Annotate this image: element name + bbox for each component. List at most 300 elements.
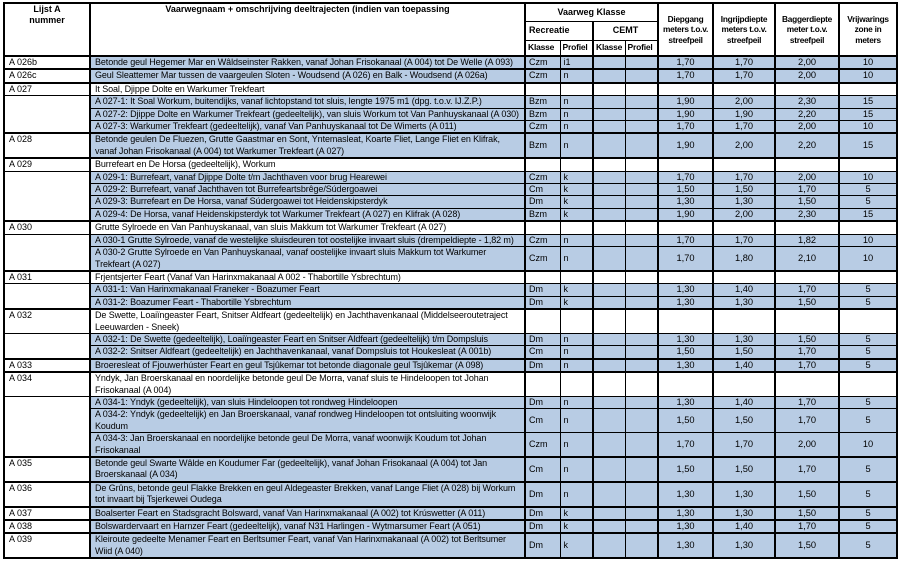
baggerdiepte-cell: 2,10 xyxy=(775,247,839,271)
recreatie-klasse-cell: Cm xyxy=(525,409,560,433)
table-row xyxy=(4,346,897,359)
recreatie-klasse-cell: Dm xyxy=(525,196,560,208)
ingrijpdiepte-cell: 1,40 xyxy=(713,520,775,533)
cemt-profiel-cell xyxy=(625,69,658,82)
vrijwaringszone-cell xyxy=(839,309,897,333)
vrijwaringszone-cell: 15 xyxy=(839,96,897,108)
list-number-cell: A 032 xyxy=(4,309,90,333)
table-row xyxy=(4,196,897,208)
waterway-name-cell: Betonde geul Swarte Wâlde en Koudumer Far (gedeeltelijk), vanaf Johan Frisokanaal (A 004) tot Jan Broerskanaal (A 034) xyxy=(90,457,525,482)
baggerdiepte-cell: 1,50 xyxy=(775,507,839,520)
waterway-name-cell: A 034-1: Yndyk (gedeeltelijk), van sluis Hindeloopen tot rondweg Hindeloopen xyxy=(90,396,525,408)
recreatie-klasse-cell: Dm xyxy=(525,284,560,296)
table-row xyxy=(4,396,897,408)
table-row xyxy=(4,108,897,120)
recreatie-profiel-cell: n xyxy=(560,396,593,408)
list-number-cell: A 026b xyxy=(4,56,90,69)
cemt-klasse-cell xyxy=(593,309,625,333)
diepgang-cell: 1,30 xyxy=(658,296,713,309)
diepgang-cell: 1,50 xyxy=(658,184,713,196)
recreatie-profiel-cell: n xyxy=(560,108,593,120)
diepgang-cell: 1,50 xyxy=(658,346,713,359)
recreatie-profiel-cell: k xyxy=(560,184,593,196)
col-header-lijst-a-nummer-label: Lijst A nummer xyxy=(29,4,65,26)
waterway-name-cell: De Swette, Loaiïngeaster Feart, Snitser Aldfeart (gedeeltelijk) en Jachthavenkanaal (Middelseeroutetraject Leeuwarden - Sneek) xyxy=(90,309,525,333)
diepgang-cell xyxy=(658,309,713,333)
cemt-klasse-cell xyxy=(593,158,625,171)
table-row xyxy=(4,158,897,171)
recreatie-klasse-cell xyxy=(525,158,560,171)
ingrijpdiepte-cell xyxy=(713,221,775,234)
diepgang-cell xyxy=(658,372,713,396)
cemt-klasse-cell xyxy=(593,482,625,507)
recreatie-profiel-cell: k xyxy=(560,533,593,558)
table-row xyxy=(4,284,897,296)
vrijwaringszone-cell: 5 xyxy=(839,409,897,433)
recreatie-klasse-cell xyxy=(525,83,560,96)
baggerdiepte-cell: 1,70 xyxy=(775,409,839,433)
recreatie-klasse-cell: Czm xyxy=(525,433,560,457)
ingrijpdiepte-cell: 1,70 xyxy=(713,121,775,134)
recreatie-klasse-cell: Czm xyxy=(525,69,560,82)
list-number-cell: A 034 xyxy=(4,372,90,396)
ingrijpdiepte-cell xyxy=(713,271,775,284)
ingrijpdiepte-cell: 1,30 xyxy=(713,482,775,507)
waterway-name-cell: Betonde geul Hegemer Mar en Wâldseinster Rakken, vanaf Johan Frisokanaal (A 004) tot De Welle (A 093) xyxy=(90,56,525,69)
col-header-vaarweg-klasse: Vaarweg Klasse xyxy=(525,3,658,21)
diepgang-cell: 1,30 xyxy=(658,284,713,296)
cemt-klasse-cell xyxy=(593,271,625,284)
baggerdiepte-cell: 2,20 xyxy=(775,133,839,158)
cemt-klasse-cell xyxy=(593,234,625,246)
recreatie-profiel-cell: k xyxy=(560,208,593,221)
recreatie-klasse-cell xyxy=(525,309,560,333)
table-row xyxy=(4,171,897,183)
ingrijpdiepte-cell: 1,30 xyxy=(713,333,775,345)
recreatie-klasse-cell: Czm xyxy=(525,121,560,134)
table-row xyxy=(4,184,897,196)
table-row xyxy=(4,457,897,482)
baggerdiepte-cell: 2,20 xyxy=(775,108,839,120)
list-number-cell: A 026c xyxy=(4,69,90,82)
recreatie-klasse-cell: Dm xyxy=(525,507,560,520)
recreatie-profiel-cell: n xyxy=(560,121,593,134)
list-number-cell: A 027 xyxy=(4,83,90,96)
vrijwaringszone-cell: 10 xyxy=(839,121,897,134)
baggerdiepte-cell: 2,00 xyxy=(775,121,839,134)
recreatie-profiel-cell xyxy=(560,271,593,284)
recreatie-profiel-cell: i1 xyxy=(560,56,593,69)
col-header-lijst-a-nummer xyxy=(4,3,90,56)
recreatie-profiel-cell: n xyxy=(560,133,593,158)
ingrijpdiepte-cell: 1,70 xyxy=(713,56,775,69)
vrijwaringszone-cell: 5 xyxy=(839,457,897,482)
recreatie-klasse-cell: Dm xyxy=(525,533,560,558)
recreatie-klasse-cell: Dm xyxy=(525,396,560,408)
recreatie-klasse-cell: Czm xyxy=(525,234,560,246)
cemt-profiel-cell xyxy=(625,433,658,457)
cemt-profiel-cell xyxy=(625,533,658,558)
cemt-profiel-cell xyxy=(625,171,658,183)
baggerdiepte-cell: 2,30 xyxy=(775,96,839,108)
diepgang-cell xyxy=(658,271,713,284)
ingrijpdiepte-cell xyxy=(713,83,775,96)
table-row xyxy=(4,121,897,134)
recreatie-profiel-cell: n xyxy=(560,433,593,457)
list-number-cell: A 033 xyxy=(4,359,90,372)
cemt-profiel-cell xyxy=(625,507,658,520)
col-header-cemt-klasse: Klasse xyxy=(593,40,625,56)
cemt-profiel-cell xyxy=(625,396,658,408)
cemt-profiel-cell xyxy=(625,133,658,158)
table-row xyxy=(4,520,897,533)
recreatie-profiel-cell xyxy=(560,83,593,96)
recreatie-profiel-cell: k xyxy=(560,196,593,208)
waterway-name-cell: Geul Sleattemer Mar tussen de vaargeulen Sloten - Woudsend (A 026) en Balk - Woudsend (A 026a) xyxy=(90,69,525,82)
diepgang-cell: 1,30 xyxy=(658,533,713,558)
recreatie-profiel-cell: k xyxy=(560,284,593,296)
waterway-name-cell: A 031-2: Boazumer Feart - Thabortille Ysbrechtum xyxy=(90,296,525,309)
vrijwaringszone-cell: 15 xyxy=(839,108,897,120)
waterway-name-cell: De Grûns, betonde geul Flakke Brekken en geul Aldegeaster Brekken, vanaf Lange Fliet (A 028) bij Workum tot invaart bij Tsjerkewei Oudega xyxy=(90,482,525,507)
recreatie-klasse-cell: Cm xyxy=(525,346,560,359)
recreatie-profiel-cell: k xyxy=(560,296,593,309)
waterway-name-cell: Yndyk, Jan Broerskanaal en noordelijke betonde geul De Morra, vanaf sluis te Hindeloopen tot Johan Frisokanaal (A 004) xyxy=(90,372,525,396)
vrijwaringszone-cell xyxy=(839,271,897,284)
diepgang-cell: 1,50 xyxy=(658,457,713,482)
recreatie-profiel-cell xyxy=(560,221,593,234)
recreatie-klasse-cell: Dm xyxy=(525,333,560,345)
table-row xyxy=(4,309,897,333)
recreatie-klasse-cell: Cm xyxy=(525,457,560,482)
waterway-name-cell: It Soal, Djippe Dolte en Warkumer Trekfeart xyxy=(90,83,525,96)
recreatie-klasse-cell: Czm xyxy=(525,171,560,183)
vrijwaringszone-cell: 10 xyxy=(839,433,897,457)
list-number-cell: A 035 xyxy=(4,457,90,482)
cemt-profiel-cell xyxy=(625,56,658,69)
cemt-profiel-cell xyxy=(625,221,658,234)
cemt-profiel-cell xyxy=(625,409,658,433)
diepgang-cell: 1,90 xyxy=(658,208,713,221)
vrijwaringszone-cell: 5 xyxy=(839,333,897,345)
cemt-profiel-cell xyxy=(625,196,658,208)
vrijwaringszone-cell: 5 xyxy=(839,396,897,408)
baggerdiepte-cell xyxy=(775,221,839,234)
cemt-klasse-cell xyxy=(593,507,625,520)
vrijwaringszone-cell: 5 xyxy=(839,359,897,372)
recreatie-klasse-cell: Dm xyxy=(525,520,560,533)
table-row xyxy=(4,83,897,96)
recreatie-klasse-cell: Czm xyxy=(525,56,560,69)
cemt-klasse-cell xyxy=(593,457,625,482)
col-header-vaarwegnaam: Vaarwegnaam + omschrijving deeltrajecten (indien van toepassing xyxy=(90,3,525,56)
ingrijpdiepte-cell: 1,50 xyxy=(713,184,775,196)
ingrijpdiepte-cell: 1,40 xyxy=(713,396,775,408)
ingrijpdiepte-cell xyxy=(713,158,775,171)
recreatie-klasse-cell xyxy=(525,271,560,284)
cemt-klasse-cell xyxy=(593,56,625,69)
cemt-profiel-cell xyxy=(625,121,658,134)
list-number-cell: A 038 xyxy=(4,520,90,533)
baggerdiepte-cell: 1,70 xyxy=(775,184,839,196)
waterway-name-cell: A 030-2 Grutte Sylroede en Van Panhuyskanaal, vanaf oostelijke invaart sluis Makkum tot Warkumer Trekfeart (A 027) xyxy=(90,247,525,271)
list-number-cell: A 037 xyxy=(4,507,90,520)
table-row xyxy=(4,271,897,284)
baggerdiepte-cell: 2,00 xyxy=(775,433,839,457)
cemt-klasse-cell xyxy=(593,520,625,533)
cemt-profiel-cell xyxy=(625,482,658,507)
waterway-name-cell: A 030-1 Grutte Sylroede, vanaf de westelijke sluisdeuren tot oostelijke invaart sluis (drempeldiepte - 1,82 m) xyxy=(90,234,525,246)
col-header-vrijwaringszone: Vrijwarings zone in meters xyxy=(839,3,897,56)
recreatie-profiel-cell: n xyxy=(560,96,593,108)
cemt-klasse-cell xyxy=(593,171,625,183)
baggerdiepte-cell: 1,70 xyxy=(775,284,839,296)
table-row xyxy=(4,221,897,234)
recreatie-profiel-cell xyxy=(560,372,593,396)
list-number-cell xyxy=(4,333,90,358)
table-row xyxy=(4,359,897,372)
list-number-cell: A 030 xyxy=(4,221,90,234)
recreatie-profiel-cell: k xyxy=(560,520,593,533)
waterway-name-cell: Burrefeart en De Horsa (gedeeltelijk), Workum xyxy=(90,158,525,171)
vrijwaringszone-cell xyxy=(839,158,897,171)
recreatie-profiel-cell: n xyxy=(560,333,593,345)
vrijwaringszone-cell: 5 xyxy=(839,284,897,296)
table-header xyxy=(4,3,897,56)
ingrijpdiepte-cell: 1,50 xyxy=(713,409,775,433)
cemt-profiel-cell xyxy=(625,359,658,372)
vrijwaringszone-cell: 5 xyxy=(839,196,897,208)
waterway-name-cell: A 027-2: Djippe Dolte en Warkumer Trekfeart (gedeeltelijk), van sluis Workum tot Van Panhuyskanaal (A 030) xyxy=(90,108,525,120)
cemt-profiel-cell xyxy=(625,333,658,345)
vrijwaringszone-cell: 5 xyxy=(839,296,897,309)
table-row xyxy=(4,296,897,309)
baggerdiepte-cell: 1,82 xyxy=(775,234,839,246)
col-header-recreatie: Recreatie xyxy=(525,21,593,40)
list-number-cell: A 036 xyxy=(4,482,90,507)
diepgang-cell xyxy=(658,158,713,171)
ingrijpdiepte-cell: 1,80 xyxy=(713,247,775,271)
baggerdiepte-cell: 1,50 xyxy=(775,196,839,208)
header-row-1 xyxy=(4,3,897,21)
recreatie-profiel-cell: n xyxy=(560,346,593,359)
recreatie-klasse-cell: Dm xyxy=(525,482,560,507)
recreatie-klasse-cell: Dm xyxy=(525,296,560,309)
col-header-diepgang: Diepgang meters t.o.v. streefpeil xyxy=(658,3,713,56)
baggerdiepte-cell: 1,70 xyxy=(775,359,839,372)
recreatie-profiel-cell: n xyxy=(560,457,593,482)
ingrijpdiepte-cell: 1,70 xyxy=(713,171,775,183)
list-number-cell xyxy=(4,171,90,221)
diepgang-cell: 1,30 xyxy=(658,359,713,372)
cemt-profiel-cell xyxy=(625,520,658,533)
baggerdiepte-cell: 1,50 xyxy=(775,333,839,345)
cemt-profiel-cell xyxy=(625,158,658,171)
ingrijpdiepte-cell: 1,30 xyxy=(713,533,775,558)
cemt-klasse-cell xyxy=(593,296,625,309)
cemt-klasse-cell xyxy=(593,196,625,208)
list-number-cell: A 029 xyxy=(4,158,90,171)
diepgang-cell: 1,30 xyxy=(658,196,713,208)
waterway-name-cell: A 034-2: Yndyk (gedeeltelijk) en Jan Broerskanaal, vanaf rondweg Hindeloopen tot ontsluiting woonwijk Koudum xyxy=(90,409,525,433)
diepgang-cell: 1,30 xyxy=(658,520,713,533)
cemt-klasse-cell xyxy=(593,396,625,408)
table-row xyxy=(4,433,897,457)
list-number-cell: A 031 xyxy=(4,271,90,284)
waterway-name-cell: Bolswardervaart en Harnzer Feart (gedeeltelijk), vanaf N31 Harlingen - Wytmarsumer Feart (A 051) xyxy=(90,520,525,533)
waterway-name-cell: A 031-1: Van Harinxmakanaal Franeker - Boazumer Feart xyxy=(90,284,525,296)
ingrijpdiepte-cell: 1,40 xyxy=(713,359,775,372)
list-number-cell xyxy=(4,396,90,457)
ingrijpdiepte-cell: 2,00 xyxy=(713,208,775,221)
waterway-name-cell: Frjentsjerter Feart (Vanaf Van Harinxmakanaal A 002 - Thabortille Ysbrechtum) xyxy=(90,271,525,284)
recreatie-klasse-cell xyxy=(525,372,560,396)
table-row xyxy=(4,482,897,507)
vrijwaringszone-cell: 15 xyxy=(839,208,897,221)
waterway-name-cell: Betonde geulen De Fluezen, Grutte Gaastmar en Sont, Yntemasleat, Koarte Fliet, Lange Fliet en Klifrak, vanaf Johan Frisokanaal (A 004) tot Warkumer Trekfeart (A 027) xyxy=(90,133,525,158)
recreatie-profiel-cell: k xyxy=(560,171,593,183)
cemt-klasse-cell xyxy=(593,121,625,134)
cemt-klasse-cell xyxy=(593,133,625,158)
baggerdiepte-cell xyxy=(775,158,839,171)
cemt-profiel-cell xyxy=(625,184,658,196)
cemt-profiel-cell xyxy=(625,108,658,120)
diepgang-cell xyxy=(658,221,713,234)
cemt-profiel-cell xyxy=(625,208,658,221)
vrijwaringszone-cell: 10 xyxy=(839,234,897,246)
baggerdiepte-cell: 2,00 xyxy=(775,56,839,69)
diepgang-cell: 1,70 xyxy=(658,433,713,457)
cemt-profiel-cell xyxy=(625,96,658,108)
ingrijpdiepte-cell xyxy=(713,309,775,333)
recreatie-profiel-cell: k xyxy=(560,507,593,520)
ingrijpdiepte-cell: 1,90 xyxy=(713,108,775,120)
table-row xyxy=(4,372,897,396)
ingrijpdiepte-cell: 2,00 xyxy=(713,96,775,108)
recreatie-klasse-cell: Czm xyxy=(525,247,560,271)
diepgang-cell: 1,70 xyxy=(658,56,713,69)
table-row xyxy=(4,533,897,558)
col-header-baggerdiepte: Baggerdiepte meter t.o.v. streefpeil xyxy=(775,3,839,56)
ingrijpdiepte-cell: 1,70 xyxy=(713,433,775,457)
baggerdiepte-cell xyxy=(775,83,839,96)
cemt-profiel-cell xyxy=(625,234,658,246)
diepgang-cell: 1,70 xyxy=(658,171,713,183)
cemt-profiel-cell xyxy=(625,309,658,333)
recreatie-profiel-cell xyxy=(560,309,593,333)
vrijwaringszone-cell xyxy=(839,221,897,234)
list-number-cell: A 028 xyxy=(4,133,90,158)
baggerdiepte-cell: 1,70 xyxy=(775,457,839,482)
vrijwaringszone-cell: 5 xyxy=(839,184,897,196)
cemt-profiel-cell xyxy=(625,346,658,359)
recreatie-profiel-cell: n xyxy=(560,234,593,246)
cemt-klasse-cell xyxy=(593,184,625,196)
col-header-cemt-profiel: Profiel xyxy=(625,40,658,56)
cemt-klasse-cell xyxy=(593,247,625,271)
col-header-ingrijpdiepte: Ingrijpdiepte meters t.o.v. streefpeil xyxy=(713,3,775,56)
table-row xyxy=(4,409,897,433)
diepgang-cell: 1,70 xyxy=(658,234,713,246)
ingrijpdiepte-cell: 1,30 xyxy=(713,196,775,208)
diepgang-cell: 1,30 xyxy=(658,396,713,408)
recreatie-klasse-cell: Bzm xyxy=(525,108,560,120)
diepgang-cell: 1,30 xyxy=(658,482,713,507)
table-row xyxy=(4,507,897,520)
cemt-profiel-cell xyxy=(625,457,658,482)
baggerdiepte-cell: 1,50 xyxy=(775,296,839,309)
ingrijpdiepte-cell: 1,40 xyxy=(713,284,775,296)
cemt-profiel-cell xyxy=(625,83,658,96)
ingrijpdiepte-cell: 1,30 xyxy=(713,296,775,309)
vrijwaringszone-cell: 5 xyxy=(839,507,897,520)
cemt-klasse-cell xyxy=(593,284,625,296)
diepgang-cell: 1,70 xyxy=(658,69,713,82)
baggerdiepte-cell: 2,30 xyxy=(775,208,839,221)
baggerdiepte-cell: 2,00 xyxy=(775,171,839,183)
table-row xyxy=(4,56,897,69)
vrijwaringszone-cell: 15 xyxy=(839,133,897,158)
cemt-klasse-cell xyxy=(593,208,625,221)
recreatie-klasse-cell: Bzm xyxy=(525,208,560,221)
baggerdiepte-cell: 1,70 xyxy=(775,520,839,533)
ingrijpdiepte-cell: 1,50 xyxy=(713,457,775,482)
table-row xyxy=(4,96,897,108)
waterway-name-cell: Grutte Sylroede en Van Panhuyskanaal, van sluis Makkum tot Warkumer Trekfeart (A 027) xyxy=(90,221,525,234)
list-number-cell xyxy=(4,96,90,134)
diepgang-cell: 1,70 xyxy=(658,121,713,134)
cemt-profiel-cell xyxy=(625,247,658,271)
recreatie-klasse-cell: Cm xyxy=(525,184,560,196)
cemt-klasse-cell xyxy=(593,69,625,82)
cemt-klasse-cell xyxy=(593,359,625,372)
diepgang-cell: 1,70 xyxy=(658,247,713,271)
waterway-name-cell: Boalserter Feart en Stadsgracht Bolsward, vanaf Van Harinxmakanaal (A 002) tot Krúswetter (A 011) xyxy=(90,507,525,520)
vrijwaringszone-cell: 10 xyxy=(839,171,897,183)
diepgang-cell: 1,90 xyxy=(658,108,713,120)
col-header-recreatie-klasse: Klasse xyxy=(525,40,560,56)
recreatie-klasse-cell xyxy=(525,221,560,234)
recreatie-profiel-cell: n xyxy=(560,247,593,271)
diepgang-cell: 1,90 xyxy=(658,96,713,108)
waterway-name-cell: A 034-3: Jan Broerskanaal en noordelijke betonde geul De Morra, vanaf woonwijk Koudum tot Johan Frisokanaal xyxy=(90,433,525,457)
list-number-cell xyxy=(4,234,90,271)
waterway-name-cell: A 029-2: Burrefeart, vanaf Jachthaven tot Burrefeartsbrêge/Súdergoawei xyxy=(90,184,525,196)
ingrijpdiepte-cell: 1,70 xyxy=(713,234,775,246)
list-number-cell xyxy=(4,284,90,309)
vrijwaringszone-cell: 5 xyxy=(839,482,897,507)
diepgang-cell: 1,30 xyxy=(658,333,713,345)
recreatie-profiel-cell: n xyxy=(560,359,593,372)
recreatie-klasse-cell: Bzm xyxy=(525,96,560,108)
table-row xyxy=(4,69,897,82)
baggerdiepte-cell: 1,50 xyxy=(775,482,839,507)
baggerdiepte-cell xyxy=(775,271,839,284)
cemt-klasse-cell xyxy=(593,333,625,345)
waterway-name-cell: Broeresleat of Fjouwerhúster Feart en geul Tsjûkemar tot betonde diagonale geul Tsjûkemar (A 098) xyxy=(90,359,525,372)
cemt-profiel-cell xyxy=(625,284,658,296)
cemt-klasse-cell xyxy=(593,221,625,234)
table-body xyxy=(4,56,897,558)
baggerdiepte-cell: 1,70 xyxy=(775,346,839,359)
cemt-klasse-cell xyxy=(593,533,625,558)
vrijwaringszone-cell xyxy=(839,83,897,96)
baggerdiepte-cell: 1,70 xyxy=(775,396,839,408)
cemt-profiel-cell xyxy=(625,271,658,284)
cemt-klasse-cell xyxy=(593,372,625,396)
diepgang-cell: 1,30 xyxy=(658,507,713,520)
list-number-cell: A 039 xyxy=(4,533,90,558)
